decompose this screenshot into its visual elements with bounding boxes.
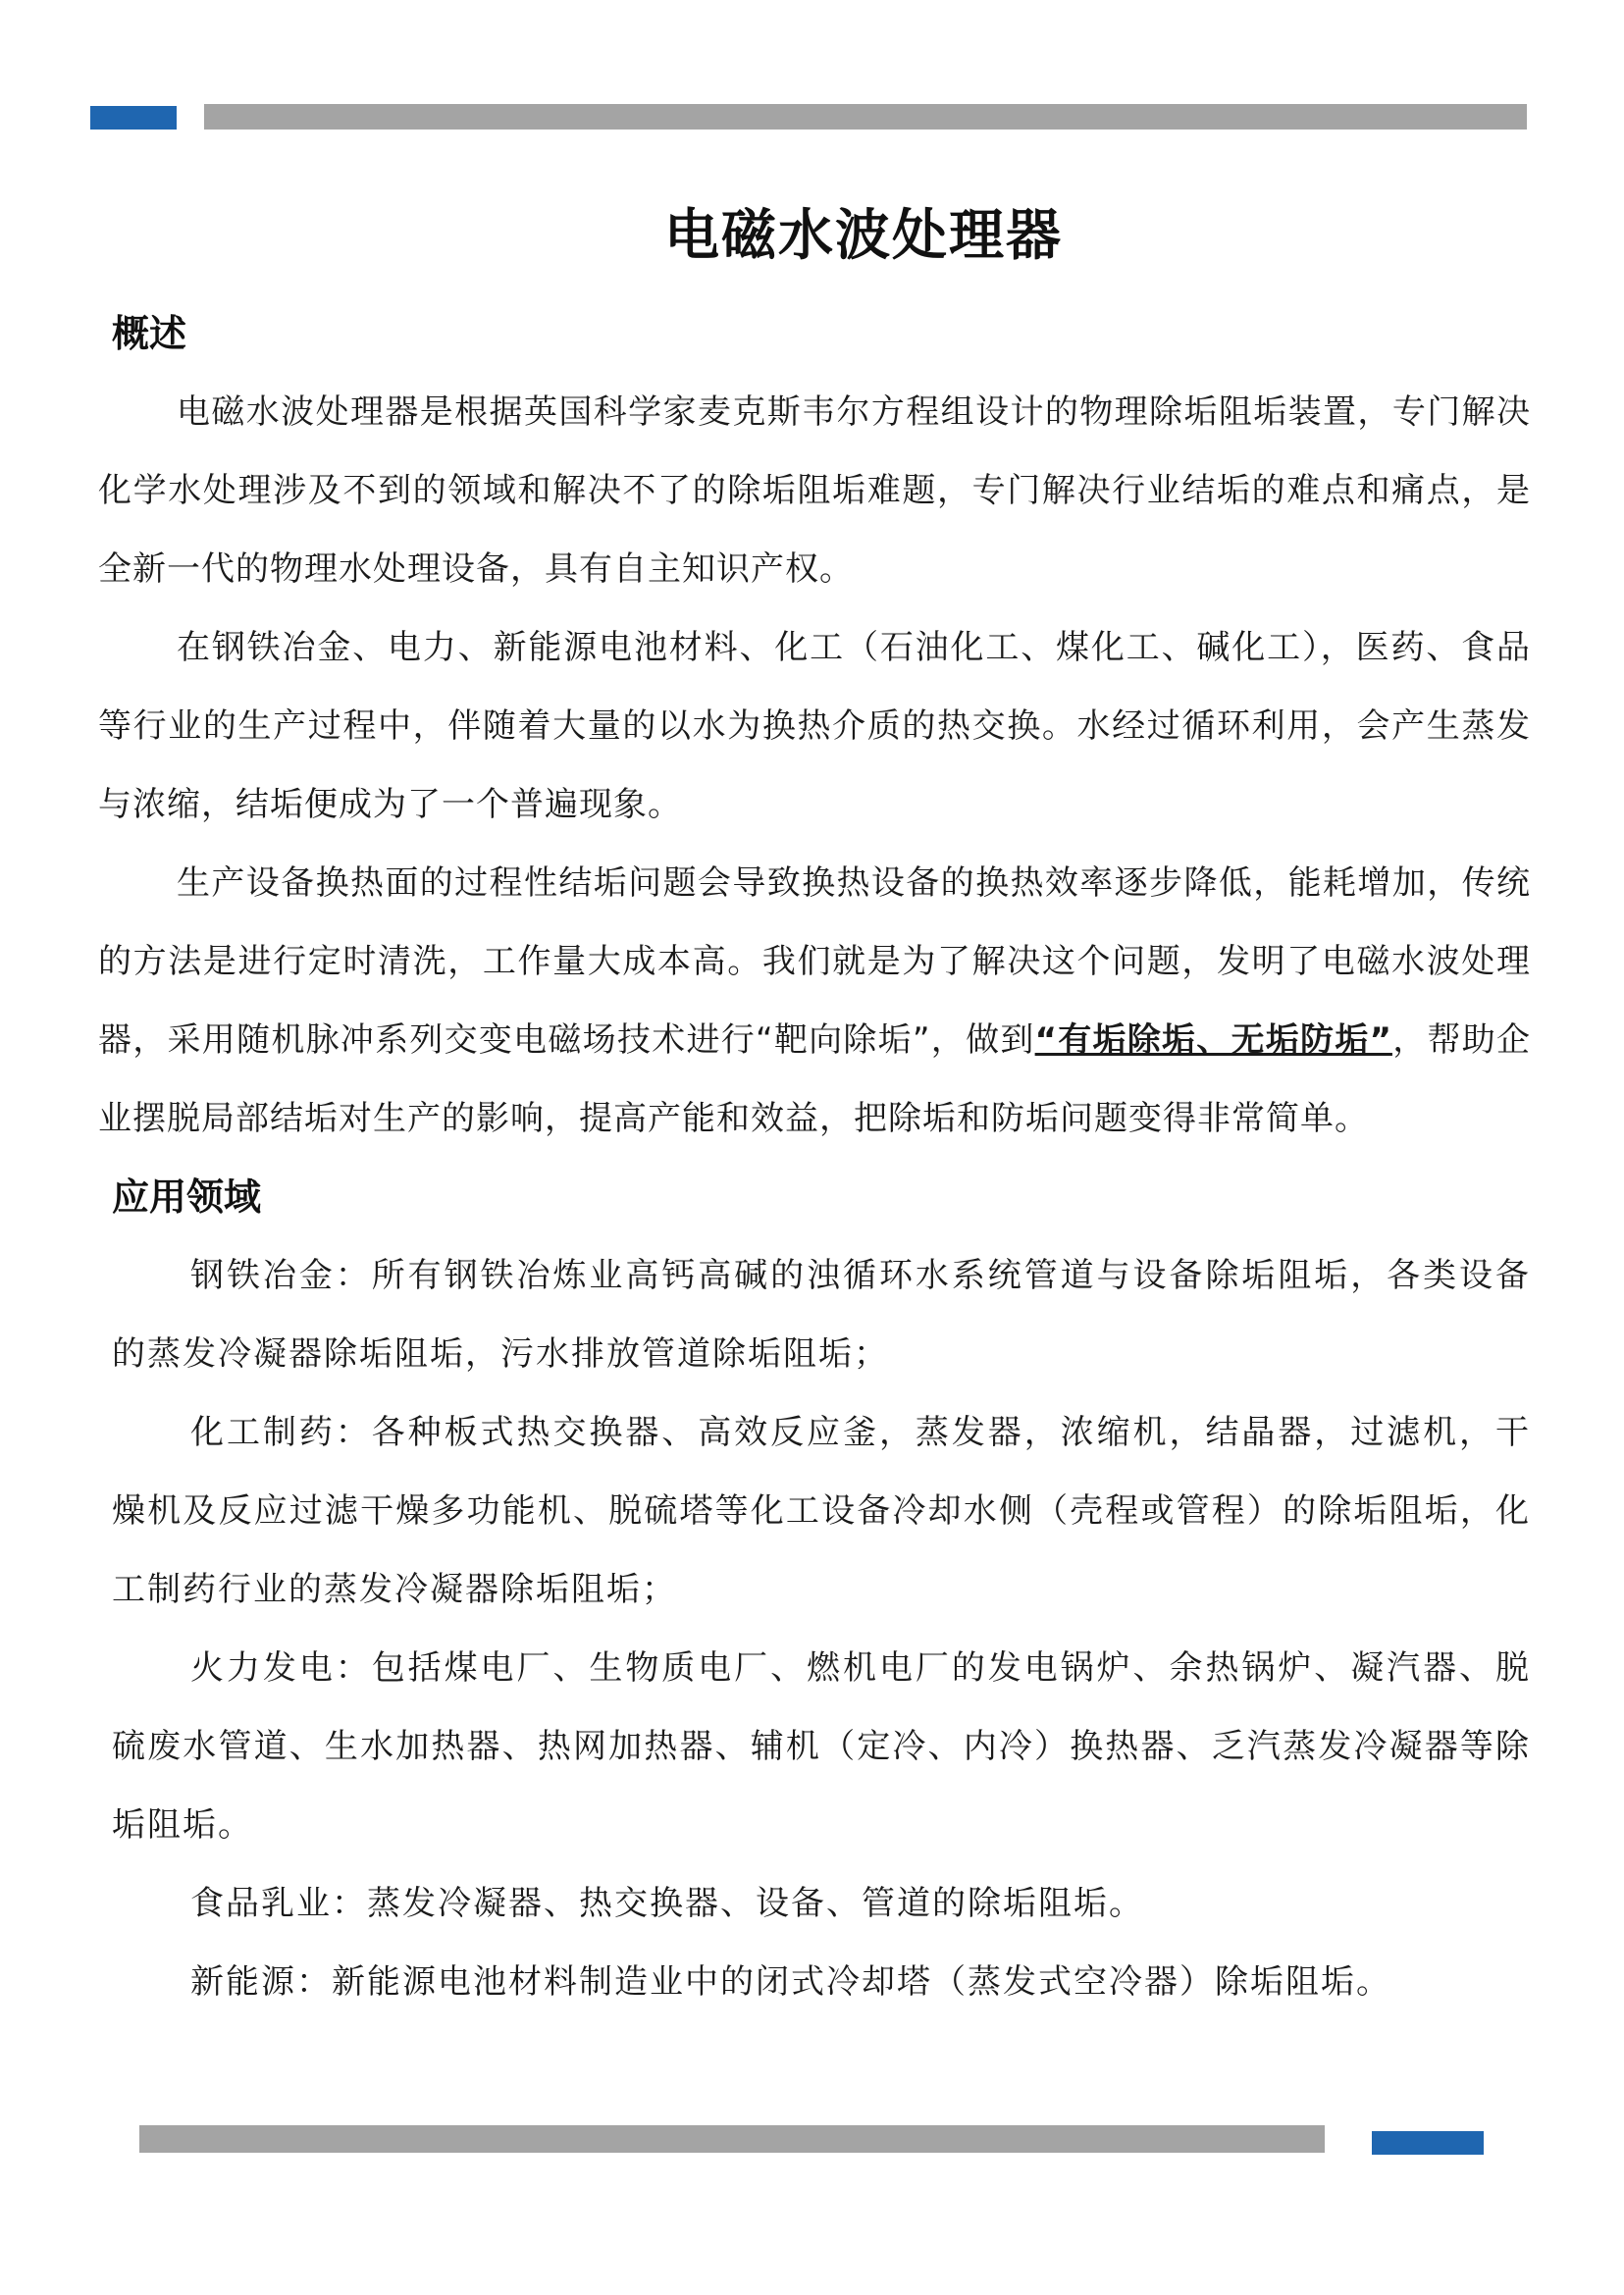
overview-heading: 概述 <box>112 312 187 355</box>
overview-paragraph-1: 电磁水波处理器是根据英国科学家麦克斯韦尔方程组设计的物理除垢阻垢装置，专门解决化学水处理涉及不到的领域和解决不了的除垢阻垢难题，专门解决行业结垢的难点和痛点，是全新一代的物理水处理设备，具有自主知识产权。 <box>98 392 1531 589</box>
overview-paragraph-2: 在钢铁冶金、电力、新能源电池材料、化工（石油化工、煤化工、碱化工），医药、食品等行业的生产过程中，伴随着大量的以水为换热介质的热交换。水经过循环利用，会产生蒸发与浓缩，结垢便成为了一个普遍现象。 <box>98 628 1531 824</box>
document-body <box>98 294 1531 2021</box>
overview-paragraph-3 <box>98 844 1531 1158</box>
footer-rule-bar <box>139 2125 1325 2153</box>
page-title: 电磁水波处理器 <box>664 204 1063 268</box>
overview-highlight-phrase: “有垢除垢、无垢防垢” <box>1034 1020 1392 1060</box>
footer-accent-bar <box>1372 2131 1484 2155</box>
overview-paragraph-3-text-a: 生产设备换热面的过程性结垢问题会导致换热设备的换热效率逐步降低，能耗增加，传统的方法是进行定时清洗，工作量大成本高。我们就是为了解决这个问题，发明了电磁水波处理器，采用随机脉冲系列交变电磁场技术进行“靶向除垢”，做到 <box>98 863 1531 1060</box>
application-item-power: 火力发电：包括煤电厂、生物质电厂、燃机电厂的发电锅炉、余热锅炉、凝汽器、脱硫废水管道、生水加热器、热网加热器、辅机（定冷、内冷）换热器、乏汽蒸发冷凝器等除垢阻垢。 <box>112 1648 1531 1845</box>
application-item-new-energy: 新能源：新能源电池材料制造业中的闭式冷却塔（蒸发式空冷器）除垢阻垢。 <box>190 1962 1391 2002</box>
application-item-chemical: 化工制药：各种板式热交换器、高效反应釜，蒸发器，浓缩机，结晶器，过滤机，干燥机及反应过滤干燥多功能机、脱硫塔等化工设备冷却水侧（壳程或管程）的除垢阻垢，化工制药行业的蒸发冷凝器除垢阻垢； <box>112 1413 1531 1609</box>
overview-paragraph-3-text-b: ，帮助企业摆脱局部结垢对生产的影响，提高产能和效益，把除垢和防垢问题变得非常简单。 <box>98 1020 1531 1138</box>
application-item-steel: 钢铁冶金：所有钢铁冶炼业高钙高碱的浊循环水系统管道与设备除垢阻垢，各类设备的蒸发冷凝器除垢阻垢，污水排放管道除垢阻垢； <box>112 1256 1531 1374</box>
header-rule-bar <box>204 104 1527 130</box>
header-accent-bar <box>90 106 177 130</box>
application-item-food: 食品乳业：蒸发冷凝器、热交换器、设备、管道的除垢阻垢。 <box>190 1884 1144 1923</box>
applications-heading: 应用领域 <box>112 1175 262 1219</box>
